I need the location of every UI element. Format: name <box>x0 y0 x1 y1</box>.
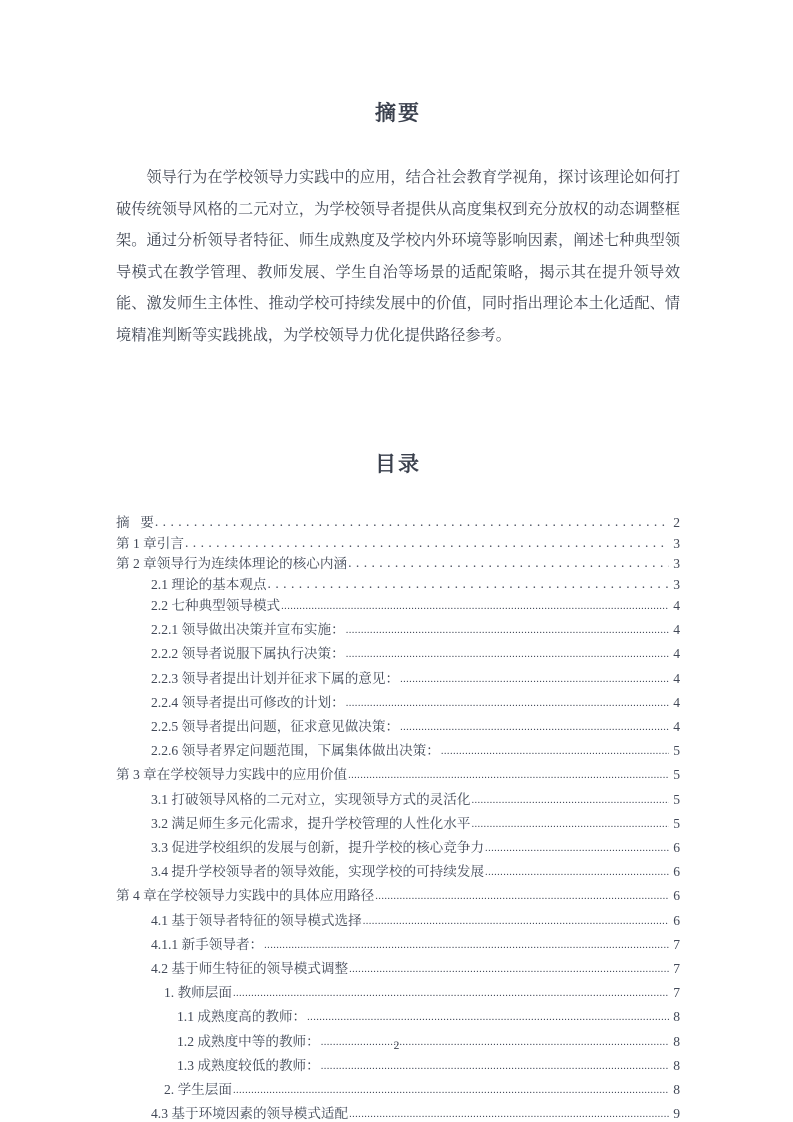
toc-entry[interactable] <box>116 885 680 909</box>
toc-page-number: 7 <box>673 961 680 977</box>
toc-page-number: 3 <box>673 535 680 551</box>
toc-page-number: 4 <box>673 719 680 735</box>
toc-page-number: 6 <box>673 864 680 880</box>
toc-entry-label: 2. 学生层面 <box>164 1082 232 1098</box>
toc-entry-label: 3.1 打破领导风格的二元对立，实现领导方式的灵活化 <box>151 791 471 807</box>
toc-entry-label: 2.2 七种典型领导模式 <box>151 598 281 613</box>
toc-dot-leader <box>400 667 669 691</box>
toc-dot-leader <box>400 715 669 739</box>
toc-dot-leader <box>268 574 669 595</box>
toc-entry[interactable] <box>116 595 680 619</box>
toc-entry-label: 2.2.1 领导做出决策并宣布实施： <box>151 622 345 638</box>
toc-entry-label: 2.1 理论的基本观点 <box>151 576 267 592</box>
toc-entry[interactable] <box>116 789 680 813</box>
toc-dot-leader <box>348 553 669 574</box>
toc-entry-label: 2.2.6 领导者界定问题范围，下属集体做出决策： <box>151 743 440 759</box>
toc-dot-leader <box>185 533 669 554</box>
toc-entry[interactable] <box>116 764 680 788</box>
toc-page-number: 5 <box>673 791 680 807</box>
toc-page-number: 6 <box>673 912 680 928</box>
toc-dot-leader <box>281 594 669 618</box>
toc-page-number: 4 <box>673 694 680 710</box>
toc-page-number: 6 <box>673 840 680 856</box>
page-content <box>116 0 680 1122</box>
toc-entry[interactable] <box>116 716 680 740</box>
toc-entry[interactable] <box>116 861 680 885</box>
toc-entry-label: 3.4 提升学校领导者的领导效能，实现学校的可持续发展 <box>151 864 485 880</box>
toc-dot-leader <box>441 739 669 763</box>
toc-entry-label: 3.3 促进学校组织的发展与创新，提升学校的核心竞争力 <box>151 840 485 856</box>
toc-page-number: 5 <box>673 815 680 831</box>
toc-entry[interactable] <box>116 934 680 958</box>
toc-entry[interactable] <box>116 910 680 934</box>
toc-dot-leader <box>485 836 669 860</box>
toc-entry-label: 1.3 成熟度较低的教师： <box>177 1057 320 1073</box>
toc-entry[interactable] <box>116 982 680 1006</box>
toc-entry-label: 第 3 章在学校领导力实践中的应用价值 <box>116 767 348 783</box>
toc-dot-leader <box>363 909 669 933</box>
toc-entry[interactable] <box>116 740 680 764</box>
toc-page-number: 3 <box>673 556 680 571</box>
toc-entry-label: 摘 <box>116 515 130 530</box>
abstract-body-text: 领导行为在学校领导力实践中的应用，结合社会教育学视角，探讨该理论如何打破传统领导风格的二元对立，为学校领导者提供从高度集权到充分放权的动态调整框架。通过分析领导者特征、师生成熟度及学校内外环境等影响因素，阐述七种典型领导模式在教学管理、教师发展、学生自治等场景的适配策略，揭示其在提升领导效能、激发师生主体性、推动学校可持续发展中的价值，同时指出理论本土化适配、情境精准判断等实践挑战，为学校领导力优化提供路径参考。 <box>116 169 680 344</box>
toc-dot-leader <box>233 1078 669 1102</box>
toc-dot-leader <box>349 957 669 981</box>
toc-entry-label-suffix: 要 <box>140 515 154 530</box>
toc-dot-leader <box>348 763 669 787</box>
abstract-heading: 摘要 <box>375 101 421 125</box>
toc-entry[interactable] <box>116 668 680 692</box>
toc-page-number: 7 <box>673 985 680 1001</box>
toc-entry[interactable] <box>116 1103 680 1122</box>
toc-page-number: 2 <box>673 515 680 530</box>
toc-entry[interactable] <box>116 1006 680 1030</box>
toc-entry-label: 第 2 章领导行为连续体理论的核心内涵 <box>116 556 348 571</box>
toc-entry-label: 4.1 基于领导者特征的领导模式选择 <box>151 912 362 928</box>
toc-entry[interactable] <box>116 692 680 716</box>
toc-dot-leader <box>155 512 669 533</box>
toc-entry[interactable] <box>116 534 680 555</box>
toc-entry-label: 4.1.1 新手领导者： <box>151 936 264 952</box>
table-of-contents-list <box>116 513 680 1122</box>
toc-entry-label: 3.2 满足师生多元化需求，提升学校管理的人性化水平 <box>151 815 471 831</box>
toc-entry[interactable] <box>116 513 680 534</box>
toc-dot-leader <box>349 1102 669 1122</box>
toc-entry-label: 1.1 成熟度高的教师： <box>177 1009 307 1025</box>
toc-entry[interactable] <box>116 575 680 596</box>
page-number-footer: 2 <box>393 1040 400 1052</box>
toc-page-number: 8 <box>673 1009 680 1025</box>
toc-page-number: 6 <box>673 888 680 904</box>
toc-entry[interactable] <box>116 837 680 861</box>
toc-page-number: 8 <box>673 1033 680 1049</box>
toc-entry[interactable] <box>116 619 680 643</box>
toc-page-number: 5 <box>673 743 680 759</box>
toc-page-number: 9 <box>673 1106 680 1122</box>
toc-entry-label: 4.3 基于环境因素的领导模式适配 <box>151 1106 349 1122</box>
toc-page-number: 4 <box>673 598 680 613</box>
toc-entry-label: 2.2.2 领导者说服下属执行决策： <box>151 646 345 662</box>
toc-entry[interactable] <box>116 643 680 667</box>
table-of-contents-heading: 目录 <box>375 452 421 476</box>
toc-entry-label: 2.2.4 领导者提出可修改的计划： <box>151 694 345 710</box>
toc-page-number: 3 <box>673 576 680 592</box>
toc-page-number: 4 <box>673 670 680 686</box>
toc-dot-leader <box>264 933 669 957</box>
toc-dot-leader <box>485 860 669 884</box>
toc-dot-leader <box>471 812 669 836</box>
toc-dot-leader <box>471 788 669 812</box>
toc-entry[interactable] <box>116 1055 680 1079</box>
toc-entry-label: 2.2.5 领导者提出问题，征求意见做决策： <box>151 719 400 735</box>
toc-entry-label: 1.2 成熟度中等的教师： <box>177 1033 320 1049</box>
toc-entry-label: 2.2.3 领导者提出计划并征求下属的意见： <box>151 670 400 686</box>
toc-page-number: 4 <box>673 646 680 662</box>
toc-entry-label: 第 1 章引言 <box>116 535 184 551</box>
toc-entry-label: 1. 教师层面 <box>164 985 232 1001</box>
toc-page-number: 4 <box>673 622 680 638</box>
toc-dot-leader <box>346 642 669 666</box>
toc-page-number: 5 <box>673 767 680 783</box>
toc-dot-leader <box>375 884 669 908</box>
toc-dot-leader <box>307 1005 669 1029</box>
toc-entry[interactable] <box>116 813 680 837</box>
toc-page-number: 7 <box>673 936 680 952</box>
toc-entry-label: 4.2 基于师生特征的领导模式调整 <box>151 961 349 977</box>
toc-dot-leader <box>346 691 669 715</box>
toc-page-number: 8 <box>673 1057 680 1073</box>
toc-entry-label: 第 4 章在学校领导力实践中的具体应用路径 <box>116 888 375 904</box>
toc-dot-leader <box>233 981 669 1005</box>
toc-entry[interactable] <box>116 554 680 575</box>
toc-entry[interactable] <box>116 1079 680 1103</box>
toc-entry[interactable] <box>116 958 680 982</box>
toc-page-number: 8 <box>673 1082 680 1098</box>
toc-dot-leader <box>321 1054 669 1078</box>
toc-dot-leader <box>346 618 669 642</box>
